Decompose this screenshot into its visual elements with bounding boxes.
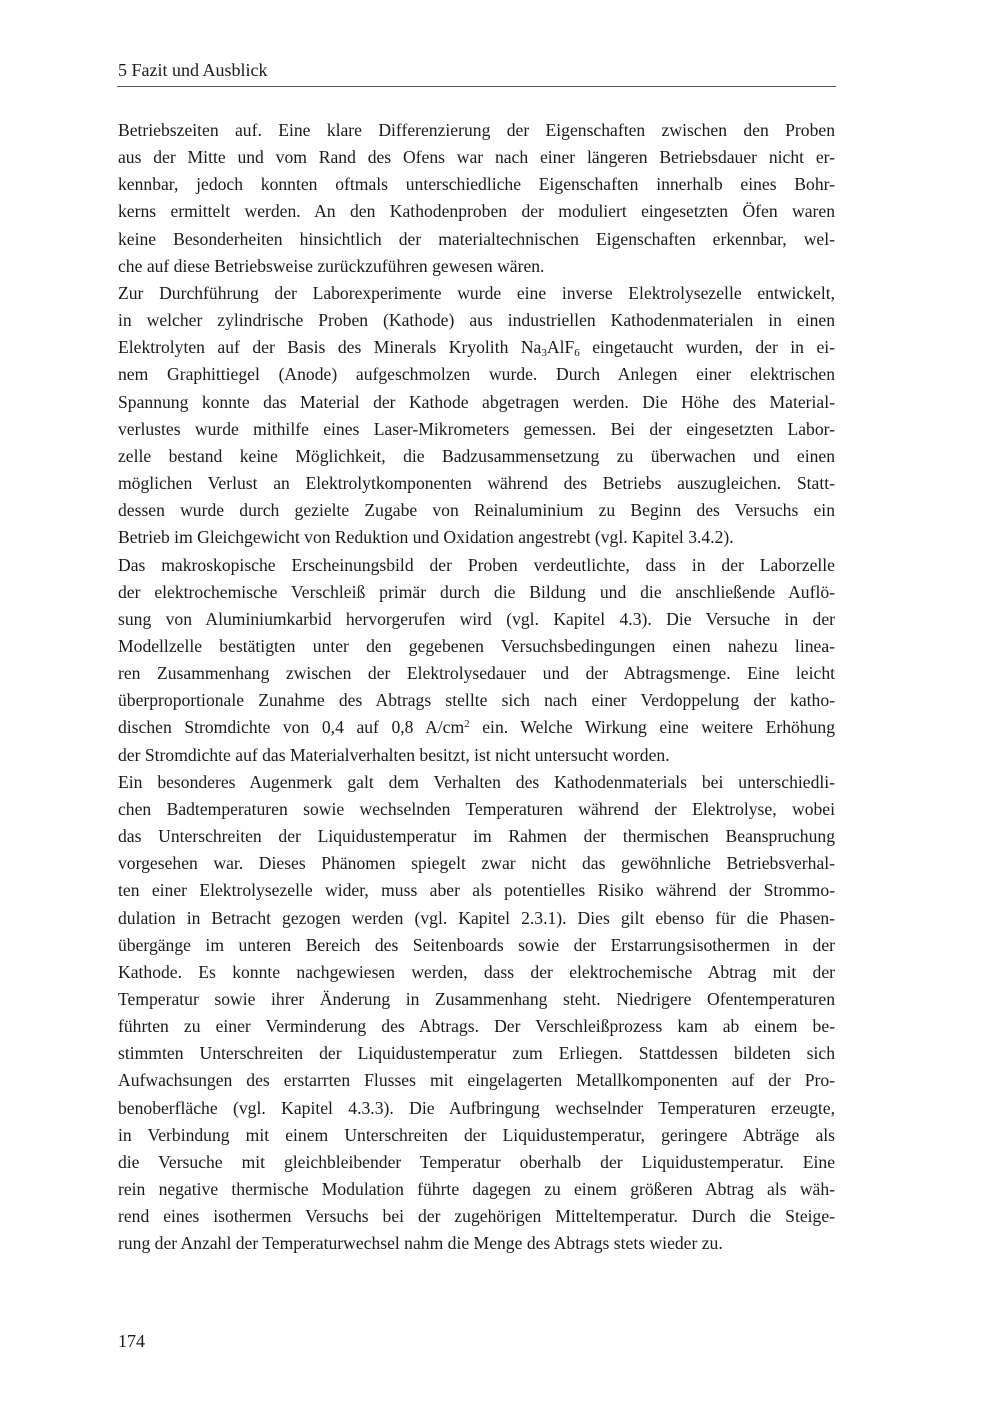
- text-line: keine Besonderheiten hinsichtlich der materialtechnischen Eigenschaften erkennbar, wel-: [118, 228, 835, 249]
- text-line: dessen wurde durch gezielte Zugabe von Reinaluminium zu Beginn des Versuchs ein: [118, 500, 835, 521]
- text-line: stimmten Unterschreiten der Liquidustemperatur zum Erliegen. Stattdessen bildeten sich: [118, 1043, 835, 1064]
- superscript: 2: [464, 718, 470, 731]
- text-line: rung der Anzahl der Temperaturwechsel nahm die Menge des Abtrags stets wieder zu.: [118, 1233, 723, 1254]
- running-header: 5 Fazit und Ausblick: [118, 60, 268, 80]
- text-line: che auf diese Betriebsweise zurückzuführen gewesen wären.: [118, 255, 545, 276]
- text-line: zelle bestand keine Möglichkeit, die Badzusammensetzung zu überwachen und einen: [118, 445, 835, 466]
- text-line: verlustes wurde mithilfe eines Laser-Mikrometers gemessen. Bei der eingesetzten Labor-: [118, 418, 835, 439]
- text-line: Betrieb im Gleichgewicht von Reduktion und Oxidation angestrebt (vgl. Kapitel 3.4.2).: [118, 527, 734, 548]
- text-segment: dischen Stromdichte von 0,4 auf 0,8 A/cm: [118, 717, 465, 738]
- text-line: rein negative thermische Modulation führte dagegen zu einem größeren Abtrag als wäh-: [118, 1179, 835, 1200]
- text-line: das Unterschreiten der Liquidustemperatur im Rahmen der thermischen Beanspruchung: [118, 826, 835, 847]
- text-line: Das makroskopische Erscheinungsbild der Proben verdeutlichte, dass in der Laborzelle: [118, 554, 835, 575]
- text-line: dulation in Betracht gezogen werden (vgl. Kapitel 2.3.1). Dies gilt ebenso für die Phasen-: [118, 907, 835, 928]
- text-line: rend eines isothermen Versuchs bei der zugehörigen Mitteltemperatur. Durch die Steige-: [118, 1206, 835, 1227]
- text-line: nem Graphittiegel (Anode) aufgeschmolzen wurde. Durch Anlegen einer elektrischen: [118, 364, 835, 385]
- text-line: sung von Aluminiumkarbid hervorgerufen wird (vgl. Kapitel 4.3). Die Versuche in der: [118, 608, 835, 629]
- text-line: übergänge im unteren Bereich des Seitenboards sowie der Erstarrungsisothermen in der: [118, 934, 835, 955]
- text-line: überproportionale Zunahme des Abtrags stellte sich nach einer Verdoppelung der katho-: [118, 690, 835, 711]
- page-number: 174: [118, 1331, 145, 1351]
- subscript: 3: [541, 347, 547, 360]
- text-line: aus der Mitte und vom Rand des Ofens war nach einer längeren Betriebsdauer nicht er-: [118, 147, 835, 168]
- text-line: ren Zusammenhang zwischen der Elektrolysedauer und der Abtragsmenge. Eine leicht: [118, 663, 835, 684]
- text-line: möglichen Verlust an Elektrolytkomponenten während des Betriebs auszugleichen. Statt-: [118, 473, 835, 494]
- text-line: ten einer Elektrolysezelle wider, muss aber als potentielles Risiko während der Strommo-: [118, 880, 835, 901]
- text-line: kennbar, jedoch konnten oftmals unterschiedliche Eigenschaften innerhalb eines Bohr-: [118, 174, 835, 195]
- text-line: in Verbindung mit einem Unterschreiten der Liquidustemperatur, geringere Abträge als: [118, 1124, 835, 1145]
- text-line: vorgesehen war. Dieses Phänomen spiegelt zwar nicht das gewöhnliche Betriebsverhal-: [118, 853, 835, 874]
- body-text: [118, 117, 835, 1258]
- text-line: Aufwachsungen des erstarrten Flusses mit eingelagerten Metallkomponenten auf der Pro-: [118, 1070, 835, 1091]
- subscript: 6: [574, 347, 580, 360]
- text-line: Modellzelle bestätigten unter den gegebenen Versuchsbedingungen einen nahezu linea-: [118, 635, 835, 656]
- text-line: [118, 334, 835, 361]
- text-line: Zur Durchführung der Laborexperimente wurde eine inverse Elektrolysezelle entwickelt,: [118, 282, 835, 303]
- text-line: [118, 714, 835, 741]
- text-line: die Versuche mit gleichbleibender Temperatur oberhalb der Liquidustemperatur. Eine: [118, 1151, 835, 1172]
- text-line: kerns ermittelt werden. An den Kathodenproben der moduliert eingesetzten Öfen waren: [118, 201, 835, 222]
- header-rule: [117, 86, 836, 87]
- text-line: in welcher zylindrische Proben (Kathode) aus industriellen Kathodenmaterialen in einen: [118, 310, 835, 331]
- text-line: benoberfläche (vgl. Kapitel 4.3.3). Die Aufbringung wechselnder Temperaturen erzeugte,: [118, 1097, 835, 1118]
- text-line: führten zu einer Verminderung des Abtrags. Der Verschleißprozess kam ab einem be-: [118, 1016, 835, 1037]
- text-segment: eingetaucht wurden, der in ei-: [579, 337, 835, 358]
- text-line: Ein besonderes Augenmerk galt dem Verhalten des Kathodenmaterials bei unterschiedli-: [118, 771, 835, 792]
- text-segment: ein. Welche Wirkung eine weitere Erhöhung: [469, 717, 835, 738]
- text-line: Temperatur sowie ihrer Änderung in Zusammenhang steht. Niedrigere Ofentemperaturen: [118, 989, 835, 1009]
- text-line: Betriebszeiten auf. Eine klare Differenzierung der Eigenschaften zwischen den Proben: [118, 120, 835, 140]
- text-line: chen Badtemperaturen sowie wechselnden Temperaturen während der Elektrolyse, wobei: [118, 798, 835, 819]
- text-line: Kathode. Es konnte nachgewiesen werden, dass der elektrochemische Abtrag mit der: [118, 961, 835, 982]
- text-line: Spannung konnte das Material der Kathode abgetragen werden. Die Höhe des Material-: [118, 391, 835, 412]
- text-segment: Elektrolyten auf der Basis des Minerals Kryolith Na: [118, 337, 542, 358]
- text-line: der elektrochemische Verschleiß primär durch die Bildung und die anschließende Auflö-: [118, 581, 835, 602]
- text-segment: AlF: [546, 337, 575, 358]
- text-line: der Stromdichte auf das Materialverhalten besitzt, ist nicht untersucht worden.: [118, 744, 670, 765]
